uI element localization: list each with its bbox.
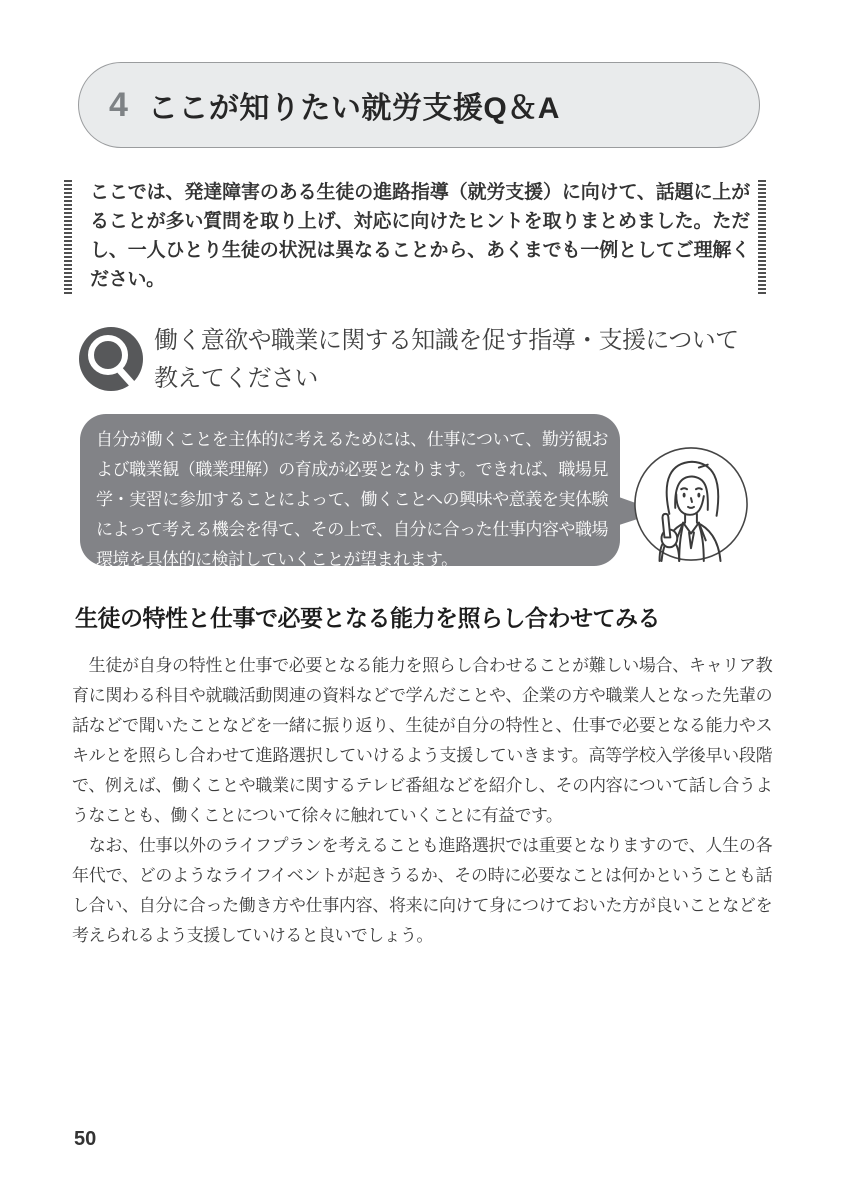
hatch-border-right (758, 180, 766, 296)
chapter-title: ここが知りたい就労支援Q＆A (147, 92, 560, 125)
body-paragraph: 生徒が自身の特性と仕事で必要となる能力を照らし合わせることが難しい場合、キャリア教育に関わる科目や就職活動関連の資料などで学んだことや、企業の方や職業人となった先輩の話などで聞いたことなどを一緒に振り返り、生徒が自分の特性と、仕事で必要となる能力やスキルとを照らし合わせて進路選択していけるよう支援していきます。高等学校入学後早い段階で、例えば、働くことや職業に関するテレビ番組などを紹介し、その内容について話し合うようなことも、働くことについて徐々に触れていくことに有益です。 (72, 656, 772, 825)
person-illustration (632, 445, 750, 563)
section-heading: 生徒の特性と仕事で必要となる能力を照らし合わせてみる (75, 605, 660, 631)
question-text: 働く意欲や職業に関する知識を促す指導・支援について教えてください (154, 327, 739, 392)
hatch-border-left (64, 180, 72, 296)
intro-text: ここでは、発達障害のある生徒の進路指導（就労支援）に向けて、話題に上がることが多い質問を取り上げ、対応に向けたヒントを取りまとめました。ただし、一人ひとり生徒の状況は異なることから、あくまでも一例としてご理解ください。 (90, 182, 750, 290)
advisor-avatar (632, 445, 750, 563)
page-number: 50 (74, 1128, 97, 1150)
chapter-number: 4 (109, 85, 128, 124)
answer-bubble (80, 414, 620, 569)
q-icon (78, 326, 150, 398)
body-paragraph: なお、仕事以外のライフプランを考えることも進路選択では重要となりますので、人生の各年代で、どのようなライフイベントが起きうるか、その時に必要なことは何かということも話し合い、自分に合った働き方や仕事内容、将来に向けて身につけておいた方が良いことなどを考えられるよう支援していけると良いでしょう。 (72, 836, 772, 945)
answer-text: 自分が働くことを主体的に考えるためには、仕事について、勤労観および職業観（職業理解）の育成が必要となります。できれば、職場見学・実習に参加することによって、働くことへの興味や意義を実体験によって考える機会を得て、その上で、自分に合った仕事内容や職場環境を具体的に検討していくことが望まれます。 (96, 430, 608, 569)
intro-note (64, 178, 766, 298)
chapter-header (78, 62, 760, 148)
